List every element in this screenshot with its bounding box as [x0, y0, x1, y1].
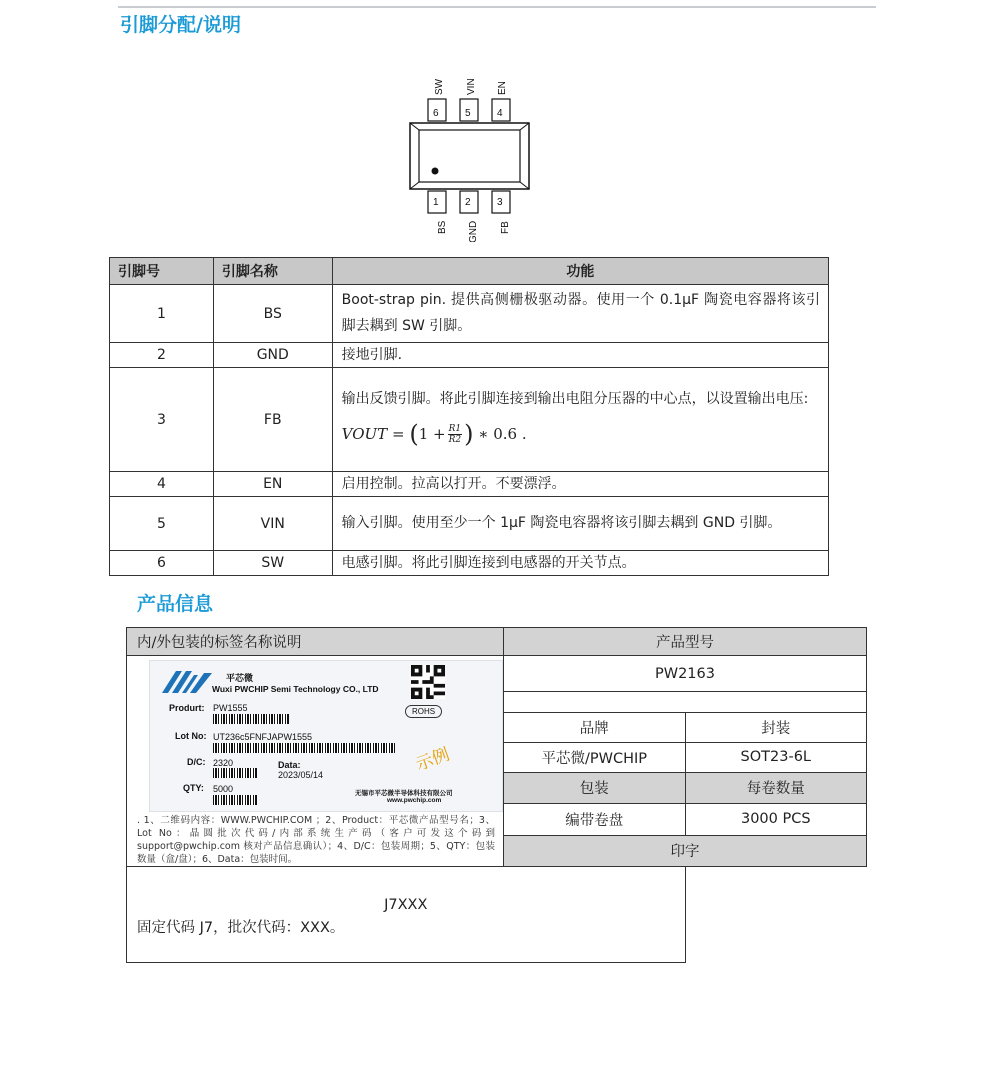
marking-header: 印字 [504, 835, 867, 866]
top-divider [118, 6, 876, 8]
table-row [110, 497, 829, 551]
marking-cell [127, 867, 686, 963]
label-header: 内/外包装的标签名称说明 [127, 628, 504, 656]
rohs-badge: ROHS [405, 705, 442, 718]
pin-name-top: SW [434, 78, 445, 95]
label-product-key: Produrt: [169, 703, 205, 713]
pack-header: 包装 [504, 772, 686, 803]
pin-name: BS [213, 285, 332, 343]
pin-num-bottom: 3 [497, 197, 503, 208]
label-qty-key: QTY: [183, 783, 204, 793]
pin-name-top: VIN [466, 78, 477, 95]
pin-name-bottom: BS [437, 220, 448, 234]
table-header-row [110, 258, 829, 285]
table-row [110, 343, 829, 368]
pin-name: EN [213, 472, 332, 497]
qty-header: 每卷数量 [685, 772, 866, 803]
pack-value: 编带卷盘 [504, 804, 686, 835]
pin-name: SW [213, 551, 332, 576]
pin-function: 电感引脚。将此引脚连接到电感器的开关节点。 [332, 551, 828, 576]
formula-equals: = [391, 425, 405, 443]
product-table [126, 627, 867, 963]
label-date-value: 2023/05/14 [278, 770, 324, 780]
pin-num-top: 4 [497, 108, 503, 119]
label-company-en: Wuxi PWCHIP Semi Technology CO., LTD [212, 684, 379, 694]
pin-number: 5 [110, 497, 214, 551]
formula-numerator: R1 [448, 423, 462, 434]
pin-name-bottom: GND [468, 220, 479, 242]
product-section-title: 产品信息 [137, 593, 214, 615]
pin-number: 1 [110, 285, 214, 343]
model-value: PW2163 [504, 656, 867, 692]
label-cn-name: 平芯微 [226, 673, 254, 683]
col-header-pin-number: 引脚号 [110, 258, 214, 285]
model-header: 产品型号 [504, 628, 867, 656]
pin-function-cell [332, 368, 828, 472]
label-dc-key: D/C: [187, 757, 206, 767]
label-lot-value: UT236c5FNFJAPW1555 [213, 732, 313, 742]
table-row [127, 628, 867, 656]
marking-description: 固定代码 J7，批次代码：XXX。 [137, 920, 345, 936]
qty-value: 3000 PCS [685, 804, 866, 835]
barcode [213, 768, 257, 778]
formula-lhs: VOUT [341, 425, 388, 443]
pin-function: 启用控制。拉高以打开。不要漂浮。 [332, 472, 828, 497]
pin-table [109, 257, 829, 576]
pin-number: 4 [110, 472, 214, 497]
pin-name: VIN [213, 497, 332, 551]
label-date-key: Data: [278, 760, 301, 770]
pin-num-bottom: 1 [433, 197, 439, 208]
pwchip-logo-icon [160, 669, 214, 695]
pin-name-top: EN [497, 81, 508, 95]
sample-stamp: 示例 [413, 744, 452, 775]
pin-num-bottom: 2 [465, 197, 471, 208]
pin-num-top: 5 [465, 108, 471, 119]
pin-name-bottom: FB [500, 221, 511, 234]
label-dc-value: 2320 [213, 758, 234, 768]
brand-header: 品牌 [504, 712, 686, 742]
package-header: 封装 [685, 712, 866, 742]
label-lot-key: Lot No: [175, 731, 207, 741]
table-row [127, 656, 867, 692]
label-sample-card [149, 660, 503, 812]
spacer-cell [504, 692, 867, 712]
pin-section-title: 引脚分配/说明 [120, 14, 241, 36]
brand-value: 平芯微/PWCHIP [504, 742, 686, 772]
table-row [110, 551, 829, 576]
pin-number: 3 [110, 368, 214, 472]
label-footer-url: www.pwchip.com [387, 797, 442, 804]
pin-name: GND [213, 343, 332, 368]
pin-name: FB [213, 368, 332, 472]
barcode [213, 743, 395, 753]
table-row [110, 285, 829, 343]
pin-function: Boot-strap pin. 提供高侧栅极驱动器。使用一个 0.1µF 陶瓷电容器将该引脚去耦到 SW 引脚。 [332, 285, 828, 343]
pin-function: 输入引脚。使用至少一个 1µF 陶瓷电容器将该引脚去耦到 GND 引脚。 [332, 497, 828, 551]
col-header-pin-name: 引脚名称 [213, 258, 332, 285]
pin-num-top: 6 [433, 108, 439, 119]
barcode [213, 795, 257, 805]
package-diagram [405, 62, 535, 242]
label-description: . 1、二维码内容：WWW.PWCHIP.COM ；2、Product：平芯微产品型号名；3、Lot No：晶圆批次代码/内部系统生产码（客户可发这个码到 support@pwchip.com 核对产品信息确认）；4、D/C：包装周期；5、QTY：包装数量（盒/盘）；6、Data：包装时间。 [137, 815, 495, 865]
pin-function: 输出反馈引脚。将此引脚连接到输出电阻分压器的中心点，以设置输出电压: [341, 391, 809, 407]
label-footer-cn: 无锡市平芯微半导体科技有限公司 [355, 790, 453, 797]
vout-formula: VOUT = ( 1 + $\frac{R1}{R2}$ ) ∗ 0.6 . [342, 412, 820, 452]
package-value: SOT23-6L [685, 742, 866, 772]
barcode [213, 714, 289, 724]
pin-function: 接地引脚. [332, 343, 828, 368]
col-header-function: 功能 [332, 258, 828, 285]
table-row [127, 867, 867, 963]
formula-fraction [448, 424, 463, 445]
formula-tail: ∗ 0.6 . [478, 425, 527, 443]
label-qty-value: 5000 [213, 784, 234, 794]
label-product-value: PW1555 [213, 703, 248, 713]
formula-one: 1 + [418, 425, 446, 443]
table-row [110, 368, 829, 472]
qr-code-icon [410, 665, 446, 699]
pin-number: 6 [110, 551, 214, 576]
marking-value: J7XXX [384, 897, 428, 913]
table-row [110, 472, 829, 497]
formula-denominator: R2 [448, 434, 462, 445]
pin-number: 2 [110, 343, 214, 368]
label-cell [127, 656, 504, 867]
